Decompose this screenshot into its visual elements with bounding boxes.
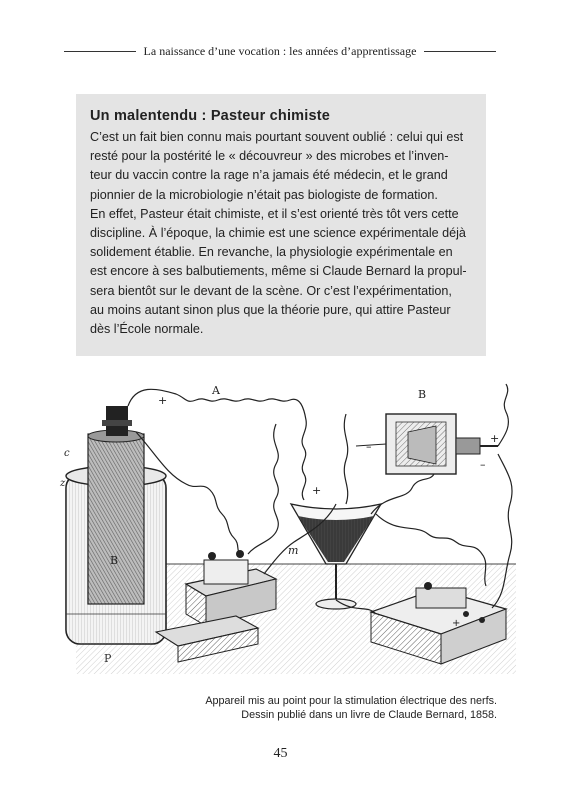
sidebar-box bbox=[76, 94, 486, 356]
label-plus: + bbox=[312, 484, 322, 497]
box-title: Un malentendu : Pasteur chimiste bbox=[90, 108, 331, 124]
box-line: sera bientôt sur le devant de la scène. Or c’est l’expérimentation, bbox=[90, 283, 452, 298]
label-a: A bbox=[212, 384, 220, 397]
figure-caption bbox=[205, 694, 497, 722]
engraver-signature: P bbox=[104, 652, 112, 665]
label-minus: – bbox=[366, 440, 372, 453]
box-line: teur du vaccin contre la rage n’a jamais été médecin, et le grand bbox=[90, 168, 448, 183]
label-plus: + bbox=[452, 618, 461, 629]
label-m: m bbox=[288, 544, 299, 557]
box-line: pionnier de la microbiologie n’était pas biologiste de formation. bbox=[90, 187, 438, 202]
box-line: au moins autant sinon plus que la théorie pure, qui attire Pasteur bbox=[90, 302, 451, 317]
battery-jar bbox=[66, 406, 166, 644]
label-plus: + bbox=[158, 394, 168, 407]
box-line: dès l’École normale. bbox=[90, 322, 204, 337]
box-line: En effet, Pasteur était chimiste, et il s’est orienté très tôt vers cette bbox=[90, 206, 459, 221]
label-minus: – bbox=[480, 458, 486, 471]
page-number: 45 bbox=[273, 746, 288, 761]
running-head-text: La naissance d’une vocation : les années d’apprentissage bbox=[143, 44, 417, 58]
box-line: solidement établie. En revanche, la physiologie expérimentale en bbox=[90, 245, 453, 260]
running-head-rule-right bbox=[424, 51, 496, 52]
running-head bbox=[64, 44, 496, 59]
label-b-jar: B bbox=[110, 554, 119, 567]
box-line: est encore à ses balbutiements, même si Claude Bernard la propul- bbox=[90, 264, 467, 279]
label-plus: + bbox=[490, 432, 500, 445]
running-head-rule-left bbox=[64, 51, 136, 52]
frame-apparatus bbox=[356, 414, 498, 474]
label-c: c bbox=[64, 448, 70, 459]
box-line: C’est un fait bien connu mais pourtant souvent oublié : celui qui est bbox=[90, 130, 464, 144]
label-b-frame: B bbox=[418, 388, 427, 401]
apparatus-engraving bbox=[36, 364, 526, 682]
caption-line: Appareil mis au point pour la stimulation électrique des nerfs. bbox=[205, 695, 497, 707]
box-line: discipline. À l’époque, la chimie est une science expérimentale déjà bbox=[90, 226, 466, 241]
caption-line: Dessin publié dans un livre de Claude Bernard, 1858. bbox=[241, 709, 497, 721]
box-line: resté pour la postérité le « découvreur » des microbes et l’inven- bbox=[90, 149, 449, 164]
box-body bbox=[90, 128, 472, 339]
label-z: z bbox=[60, 478, 66, 489]
